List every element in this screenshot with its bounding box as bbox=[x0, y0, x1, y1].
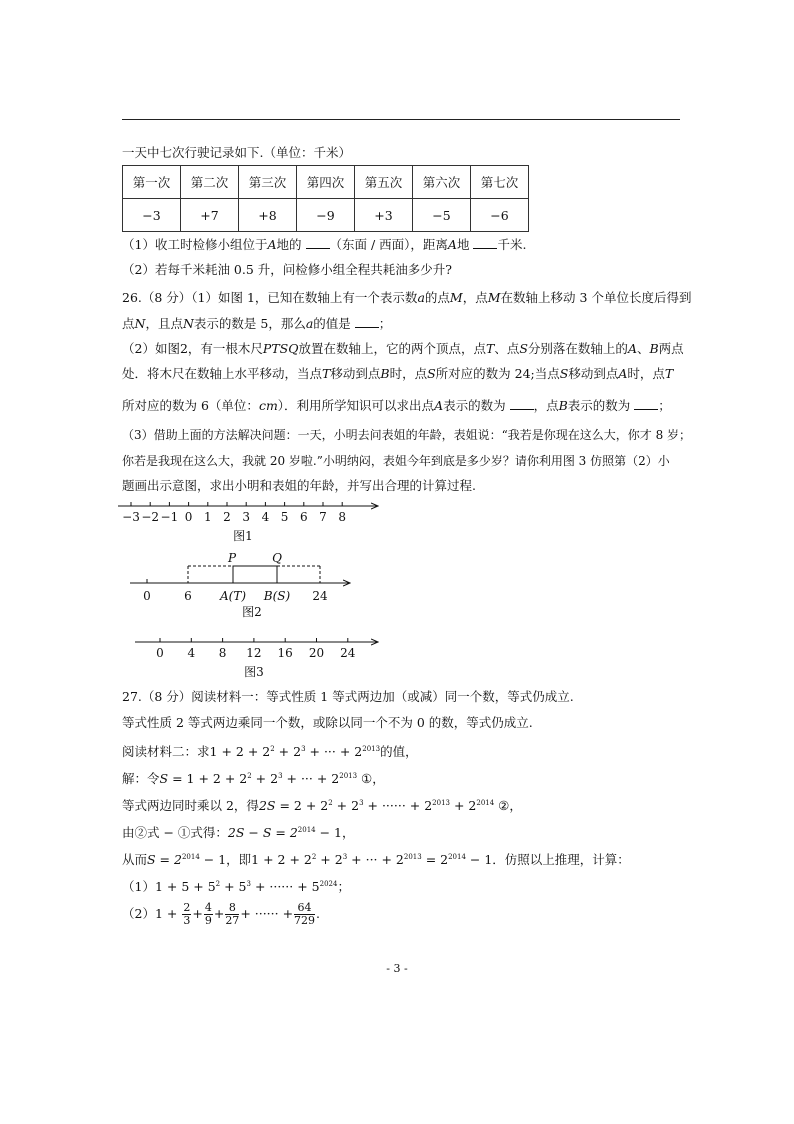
var-t: T bbox=[664, 366, 674, 381]
fraction bbox=[204, 902, 213, 927]
exponent: 2014 bbox=[181, 853, 200, 861]
math: 2S − S = 2 bbox=[227, 825, 298, 841]
var-a: A bbox=[627, 341, 637, 356]
q27-line1: 27.（8 分）阅读材料一：等式性质 1 等式两边加（或减）同一个数，等式仍成立. bbox=[122, 689, 574, 704]
text: 解：令 bbox=[122, 771, 160, 787]
math: + ··· + 2 bbox=[305, 744, 363, 760]
text: − 1．仿照以上推理，计算： bbox=[465, 852, 630, 868]
tick-label: 24 bbox=[312, 589, 328, 603]
exponent: 2024 bbox=[319, 880, 338, 888]
text: 所对应的数为 24;当点 bbox=[435, 366, 560, 381]
q27-line6 bbox=[122, 822, 355, 841]
exponent: 3 bbox=[246, 880, 251, 888]
exponent: 3 bbox=[342, 853, 348, 861]
numerator: 8 bbox=[225, 902, 239, 915]
text: 在数轴上移动 3 个单位长度后得到 bbox=[500, 290, 692, 305]
var-s: S bbox=[427, 366, 436, 381]
var-a: A bbox=[447, 237, 457, 252]
var-b: B bbox=[558, 398, 568, 413]
exponent: 2014 bbox=[448, 853, 466, 861]
math: + ··· + 2 bbox=[282, 771, 340, 787]
table-cell: −6 bbox=[471, 199, 529, 232]
table-header-cell: 第一次 bbox=[123, 166, 181, 199]
exponent: 2013 bbox=[362, 745, 381, 753]
math: + ··· + 2 bbox=[347, 852, 404, 868]
table-header-cell: 第二次 bbox=[181, 166, 239, 199]
q27-line3 bbox=[122, 741, 418, 760]
figure-2-caption: 图2 bbox=[242, 605, 262, 619]
text: 表示的数为 bbox=[567, 398, 631, 413]
math: + bbox=[192, 906, 203, 921]
q27-line9 bbox=[122, 900, 320, 928]
var-m: M bbox=[487, 290, 501, 305]
q27-line8 bbox=[122, 876, 350, 895]
table-cell: +8 bbox=[239, 199, 297, 232]
exponent: 2 bbox=[247, 772, 252, 780]
denominator: 9 bbox=[204, 914, 212, 927]
text: 点 bbox=[122, 316, 135, 331]
figure-1-number-line bbox=[118, 502, 378, 543]
tick-label: −3 bbox=[122, 510, 140, 524]
text: ，点 bbox=[533, 398, 559, 413]
text: 所对应的数为 6（单位： bbox=[122, 398, 259, 413]
math: + 2 bbox=[450, 798, 477, 814]
tick-label: −1 bbox=[160, 510, 179, 524]
tick-label: A(T) bbox=[219, 589, 247, 603]
text: 从而 bbox=[122, 852, 148, 868]
var-a: A bbox=[434, 398, 444, 413]
var-t: T bbox=[485, 341, 495, 356]
text: （1） bbox=[122, 879, 155, 895]
text: 由②式 − ①式得： bbox=[122, 825, 228, 841]
math: 1 + 2 + 2 bbox=[209, 744, 271, 760]
figure-3-caption: 图3 bbox=[244, 665, 264, 679]
table-cell: −3 bbox=[123, 199, 181, 232]
text: 表示的数是 5，那么 bbox=[193, 316, 306, 331]
math: 1 + 5 + 5 bbox=[154, 879, 216, 895]
tick-label: 0 bbox=[143, 589, 151, 603]
text: ，且点 bbox=[145, 316, 183, 331]
text: ； bbox=[337, 879, 350, 895]
numerator: 64 bbox=[294, 902, 315, 915]
text: 的点 bbox=[424, 290, 450, 305]
text: 移动到点 bbox=[330, 366, 381, 381]
tick-label: 12 bbox=[246, 646, 262, 660]
q27-line7 bbox=[122, 849, 630, 868]
table-header-cell: 第七次 bbox=[471, 166, 529, 199]
exponent: 2 bbox=[311, 853, 317, 861]
table-header-cell: 第三次 bbox=[239, 166, 297, 199]
tick-label: 24 bbox=[340, 646, 356, 660]
q25-part2: （2）若每千米耗油 0.5 升，问检修小组全程共耗油多少升? bbox=[122, 262, 452, 277]
fraction bbox=[294, 902, 315, 927]
math: = 2 + 2 bbox=[275, 798, 329, 814]
math: + ······ + bbox=[240, 906, 294, 921]
table-cell: +7 bbox=[181, 199, 239, 232]
text: 的值是 bbox=[313, 316, 351, 331]
exponent: 2013 bbox=[432, 799, 450, 807]
table-cell: +3 bbox=[355, 199, 413, 232]
table-header-cell: 第六次 bbox=[413, 166, 471, 199]
exponent: 2014 bbox=[297, 826, 316, 834]
var-ptsq: PTSQ bbox=[262, 341, 299, 356]
numerator: 2 bbox=[183, 901, 191, 914]
var-t: T bbox=[322, 366, 331, 381]
tick-label: 3 bbox=[242, 510, 251, 524]
text: 的值， bbox=[380, 744, 418, 760]
exponent: 2013 bbox=[339, 772, 358, 780]
exponent: 3 bbox=[359, 799, 364, 807]
text: 等式两边同时乘以 2，得 bbox=[122, 798, 259, 814]
text: ②， bbox=[494, 798, 522, 814]
var-b: B bbox=[380, 366, 390, 381]
math: + 5 bbox=[220, 879, 247, 895]
denominator: 3 bbox=[183, 914, 191, 927]
text: ，点 bbox=[462, 290, 488, 305]
tick-label: 1 bbox=[203, 510, 212, 524]
text: 时，点 bbox=[389, 366, 428, 381]
var-a: a bbox=[305, 316, 314, 331]
tick-label: 2 bbox=[223, 510, 231, 524]
math: 2S bbox=[258, 798, 276, 814]
text: 千米. bbox=[497, 237, 527, 252]
math: + 2 bbox=[332, 798, 360, 814]
var-b: B bbox=[649, 341, 659, 356]
text: . bbox=[316, 906, 321, 921]
var-n: N bbox=[134, 316, 146, 331]
q26-line6: （3）借助上面的方法解决问题：一天，小明去问表姐的年龄，表姐说：“我若是你现在这么大，你才 8 岁； bbox=[122, 428, 692, 442]
var-s: S bbox=[159, 771, 169, 787]
text: 分别落在数轴上的 bbox=[527, 341, 628, 356]
table-header-cell: 第五次 bbox=[355, 166, 413, 199]
numerator: 4 bbox=[204, 901, 212, 914]
math: + bbox=[213, 906, 225, 921]
text: 26.（8 分）（1）如图 1，已知在数轴上有一个表示数 bbox=[122, 290, 418, 305]
exponent: 3 bbox=[278, 772, 283, 780]
exponent: 2 bbox=[328, 799, 333, 807]
tick-label: 8 bbox=[338, 510, 347, 524]
text: ； bbox=[378, 316, 392, 331]
text: ①， bbox=[357, 771, 385, 787]
q27-line5 bbox=[122, 795, 522, 814]
tick-label: B(S) bbox=[263, 589, 291, 603]
tick-label: 4 bbox=[187, 646, 196, 660]
figure-3-number-line bbox=[135, 638, 378, 679]
exponent: 3 bbox=[301, 745, 306, 753]
denominator: 27 bbox=[225, 914, 240, 927]
exponent: 2014 bbox=[476, 799, 495, 807]
tick-label: 6 bbox=[299, 510, 308, 524]
text: 地 bbox=[456, 237, 470, 252]
math: + 2 bbox=[251, 771, 279, 787]
text: 、点 bbox=[494, 341, 520, 356]
unit-cm: cm bbox=[258, 398, 278, 413]
math: S = 2 bbox=[147, 852, 182, 868]
text: （2） bbox=[122, 906, 155, 921]
tick-label: 0 bbox=[156, 646, 164, 660]
ruler-ptsq bbox=[233, 566, 277, 583]
figure-2-number-line bbox=[130, 551, 350, 619]
text: 两点 bbox=[658, 341, 684, 356]
var-s: S bbox=[519, 341, 528, 356]
text: 、 bbox=[636, 341, 650, 356]
point-p-label: P bbox=[227, 551, 237, 565]
table-header-cell: 第四次 bbox=[297, 166, 355, 199]
math: = 1 + 2 + 2 bbox=[168, 771, 248, 787]
var-a: A bbox=[618, 366, 628, 381]
text: ； bbox=[658, 398, 671, 413]
text: − 1，即 bbox=[199, 852, 252, 868]
fraction bbox=[225, 902, 239, 927]
q26-line7: 你若是我现在这么大，我就 20 岁啦.”小明纳闷，表姐今年到底是多少岁？请你利用图 3 仿照第（2）小 bbox=[122, 454, 670, 468]
tick-label: 8 bbox=[218, 646, 227, 660]
math: − 1， bbox=[315, 825, 355, 841]
math: + ······ + 2 bbox=[363, 798, 433, 814]
exponent: 2 bbox=[270, 745, 275, 753]
text: （东面 / 西面），距离 bbox=[329, 237, 448, 252]
table-cell: −9 bbox=[297, 199, 355, 232]
tick-label: 6 bbox=[184, 589, 192, 603]
var-a: a bbox=[417, 290, 425, 305]
page-number: - 3 - bbox=[386, 962, 408, 975]
text: （1）收工时检修小组位于 bbox=[122, 237, 268, 252]
tick-label: −2 bbox=[141, 510, 160, 524]
exponent: 2013 bbox=[403, 853, 422, 861]
point-q-label: Q bbox=[272, 551, 282, 565]
tick-label: 5 bbox=[280, 510, 289, 524]
var-m: M bbox=[449, 290, 463, 305]
var-a: A bbox=[267, 237, 277, 252]
tick-label: 16 bbox=[277, 646, 293, 660]
text: 阅读材料二：求 bbox=[122, 744, 210, 760]
text: 表示的数为 bbox=[443, 398, 506, 413]
text: 处．将木尺在数轴上水平移动，当点 bbox=[122, 366, 323, 381]
math: 1 + bbox=[154, 906, 178, 921]
denominator: 729 bbox=[294, 914, 316, 927]
text: 移动到点 bbox=[568, 366, 619, 381]
exponent: 2 bbox=[215, 880, 221, 888]
text: 地的 bbox=[276, 237, 302, 252]
var-s: S bbox=[559, 366, 569, 381]
text: （2）如图2，有一根木尺 bbox=[122, 341, 263, 356]
math: 1 + 2 + 2 bbox=[251, 852, 312, 868]
math: = 2 bbox=[421, 852, 449, 868]
math: + ······ + 5 bbox=[250, 879, 320, 895]
q27-line2: 等式性质 2 等式两边乘同一个数，或除以同一个不为 0 的数，等式仍成立. bbox=[122, 715, 533, 730]
math: + 2 bbox=[274, 744, 302, 760]
text: 放置在数轴上，它的两个顶点，点 bbox=[298, 341, 486, 356]
q26-line8: 题画出示意图，求出小明和表姐的年龄，并写出合理的计算过程. bbox=[122, 478, 476, 493]
math: + 2 bbox=[316, 852, 343, 868]
text: 时，点 bbox=[627, 366, 665, 381]
tick-label: 0 bbox=[184, 510, 193, 524]
fraction bbox=[182, 902, 191, 927]
tick-label: 20 bbox=[308, 646, 325, 660]
figure-1-caption: 图1 bbox=[233, 529, 253, 543]
var-n: N bbox=[182, 316, 194, 331]
table-cell: −5 bbox=[413, 199, 471, 232]
q27-line4 bbox=[122, 768, 385, 787]
tick-label: 7 bbox=[319, 510, 327, 524]
text: ）．利用所学知识可以求出点 bbox=[277, 398, 435, 413]
tick-label: 4 bbox=[261, 510, 270, 524]
intro-text: 一天中七次行驶记录如下.（单位：千米） bbox=[122, 145, 351, 160]
